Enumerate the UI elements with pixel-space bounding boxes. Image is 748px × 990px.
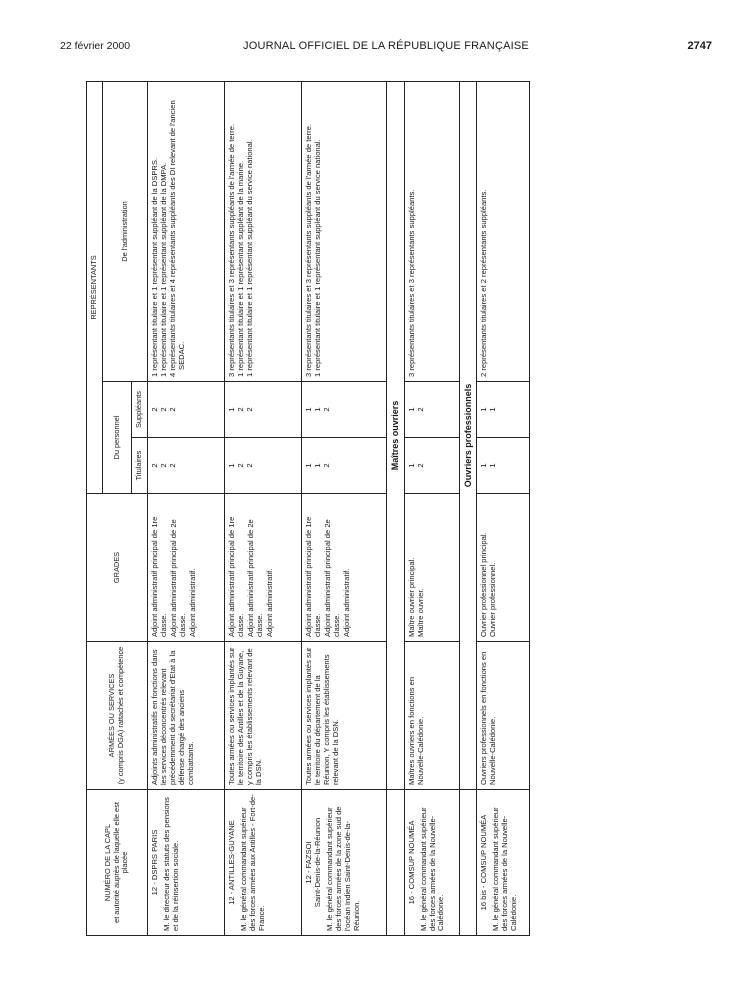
admin-line: 2 représentants titulaires et 2 représentants suppléants.	[479, 189, 489, 377]
suppleants-cell	[225, 382, 302, 438]
titulaires-value: 1	[227, 463, 236, 468]
administration-cell	[148, 81, 225, 381]
suppleants-value: 1	[227, 407, 236, 412]
administration-cell	[477, 81, 530, 381]
administration-cell	[404, 81, 459, 381]
capl-place: Saint-Denis-de-la-Réunion	[312, 817, 322, 908]
armees-cell: Toutes armées ou services implantés sur le territoire du département de la Réunion, Y compris les établissements relevant de la DSN.	[302, 642, 387, 790]
suppleants-value: 2	[235, 407, 245, 412]
grade-line: Adjoint administratif principal de 2e classe.	[245, 519, 264, 637]
titulaires-value: 2	[321, 463, 331, 468]
grade-line: Adjoint administratif principal de 2e classe.	[322, 519, 341, 637]
titulaires-cell	[477, 438, 530, 494]
capl-cell	[302, 790, 387, 936]
capl-table	[86, 81, 530, 936]
titulaires-value: 1	[479, 463, 489, 468]
titulaires-cell	[302, 438, 387, 494]
capl-authority: M. le général commandant supérieur des forces armées de la zone sud de l'océan Indien Saint-Denis-de-la-Réunion.	[324, 806, 361, 931]
titulaires-value: 1	[406, 463, 416, 468]
grade-line: Adjoint administratif.	[187, 568, 197, 637]
col-header-capl	[87, 790, 148, 936]
administration-cell	[225, 81, 302, 381]
rotated-content	[86, 82, 606, 936]
administration-cell	[302, 81, 387, 381]
suppleants-cell	[148, 382, 225, 438]
capl-authority: M. le général commandant supérieur des forces armées de la Nouvelle-Calédonie.	[418, 807, 446, 931]
header-row-1	[87, 81, 103, 935]
suppleants-value: 2	[158, 407, 168, 412]
titulaires-value: 2	[167, 463, 177, 468]
admin-line: 4 représentants titulaires et 4 représentants suppléants des DI relevant de l'ancien SEDAC.	[167, 100, 186, 377]
rotated-table-frame	[86, 82, 606, 936]
table-row	[302, 81, 387, 935]
grade-line: Ouvrier professionnel.	[488, 562, 498, 637]
admin-line: 1 représentant titulaire et 1 représentant suppléant de la marine.	[235, 160, 245, 377]
titulaires-value: 2	[235, 463, 245, 468]
journal-title: JOURNAL OFFICIEL DE LA RÉPUBLIQUE FRANÇAISE	[243, 40, 529, 52]
titulaires-value: 2	[244, 463, 254, 468]
titulaires-cell	[148, 438, 225, 494]
table-row	[477, 81, 530, 935]
col-header-grades: GRADES	[87, 494, 148, 642]
capl-number: 12 - FAZSOI	[304, 841, 313, 884]
suppleants-cell	[477, 382, 530, 438]
admin-line: 3 représentants titulaires et 3 représentants suppléants de l'armée de terre.	[304, 123, 313, 377]
col-header-titulaires: Titulaires	[132, 438, 148, 494]
col-header-capl-line1: NUMÉRO DE LA CAPL	[102, 823, 112, 902]
suppleants-value: 1	[304, 407, 313, 412]
section-spacer	[459, 790, 477, 936]
grade-line: Adjoint administratif principal de 2e classe.	[168, 519, 187, 637]
col-header-armees-line1: ARMÉES OU SERVICES	[107, 673, 117, 758]
admin-line: 3 représentants titulaires et 3 représentants suppléants.	[406, 189, 416, 377]
grade-line: Ouvrier professionnel principal.	[479, 532, 489, 637]
table-row	[404, 81, 459, 935]
table-row	[225, 81, 302, 935]
admin-line: 3 représentants titulaires et 3 représentants suppléants de l'armée de terre.	[227, 123, 236, 377]
capl-number: 16 bis - COMSUP NOUMÉA	[479, 814, 489, 911]
titulaires-cell	[404, 438, 459, 494]
armees-cell: Ouvriers professionnels en fonctions en Nouvelle-Calédonie.	[477, 642, 530, 790]
section-spacer	[387, 790, 405, 936]
section-row	[459, 81, 477, 935]
table-row	[148, 81, 225, 935]
grade-line: Maître ouvrier principal.	[406, 557, 416, 637]
suppleants-value: 2	[167, 407, 177, 412]
grades-cell	[477, 494, 530, 642]
armees-cell: Adjoints administratifs en fonctions dans les services déconcentrés relevant précédemment du secrétariat d'Etat à la défense chargé des anciens combattants.	[148, 642, 225, 790]
section-row	[387, 81, 405, 935]
col-header-armees	[87, 642, 148, 790]
capl-cell	[404, 790, 459, 936]
grade-line: Adjoint administratif.	[341, 568, 351, 637]
grade-line: Maître ouvrier.	[415, 588, 425, 637]
admin-line: 1 représentant titulaire et 1 représentant suppléant du service national.	[312, 139, 322, 377]
capl-cell	[148, 790, 225, 936]
section-title-maitres-ouvriers: Maîtres ouvriers	[387, 81, 405, 789]
titulaires-cell	[225, 438, 302, 494]
suppleants-value: 2	[415, 407, 425, 412]
armees-cell: Toutes armées ou services implantés sur le territoire des Antilles et de la Guyane, y compris les établissements relevant de la DSN.	[225, 642, 302, 790]
col-header-personnel: Du personnel	[102, 382, 132, 494]
grades-cell	[302, 494, 387, 642]
suppleants-value: 1	[312, 407, 322, 412]
col-header-representants: REPRÉSENTANTS	[87, 81, 103, 493]
col-header-suppleants: Suppléants	[132, 382, 148, 438]
suppleants-value: 1	[488, 407, 498, 412]
grade-line: Adjoint administratif.	[264, 568, 274, 637]
section-title-ouvriers-professionnels: Ouvriers professionnels	[459, 81, 477, 789]
page-number: 2747	[687, 40, 712, 52]
admin-line: 1 représentant titulaire et 1 représentant suppléant de la DSPRS.	[150, 157, 159, 377]
grades-cell	[404, 494, 459, 642]
armees-cell: Maîtres ouvriers en fonctions en Nouvelle-Calédonie.	[404, 642, 459, 790]
titulaires-value: 1	[312, 463, 322, 468]
suppleants-value: 2	[244, 407, 254, 412]
titulaires-value: 2	[150, 463, 159, 468]
page-header	[60, 40, 712, 56]
capl-number: 12 - DSPRS PARIS	[150, 829, 159, 896]
capl-cell	[477, 790, 530, 936]
titulaires-value: 2	[415, 463, 425, 468]
col-header-administration: De l'administration	[102, 81, 147, 381]
titulaires-value: 1	[488, 463, 498, 468]
publication-date: 22 février 2000	[60, 40, 131, 52]
grade-line: Adjoint administratif principal de 1re classe.	[150, 516, 168, 637]
col-header-capl-line2: et autorité auprès de laquelle elle est placée	[111, 802, 130, 923]
admin-line: 1 représentant titulaire et 1 représentant suppléant du service national.	[244, 139, 254, 377]
col-header-armees-line2: (y compris DGA) rattachés et compétence	[116, 646, 125, 785]
capl-number: 16 - COMSUP NOUMÉA	[406, 820, 416, 905]
grades-cell	[148, 494, 225, 642]
grades-cell	[225, 494, 302, 642]
suppleants-value: 2	[150, 407, 159, 412]
admin-line: 1 représentant titulaire et 1 représentant suppléant de la DMPA.	[158, 162, 168, 377]
titulaires-value: 1	[304, 463, 313, 468]
suppleants-value: 1	[479, 407, 489, 412]
suppleants-cell	[404, 382, 459, 438]
capl-authority: M. le général commandant supérieur des forces armées aux Antilles - Fort-de-France.	[238, 794, 266, 931]
capl-number: 12 - ANTILLES-GUYANE	[227, 820, 236, 905]
capl-authority: M. le général commandant supérieur des forces armées de la Nouvelle-Calédonie.	[491, 807, 519, 931]
suppleants-cell	[302, 382, 387, 438]
suppleants-value: 1	[406, 407, 416, 412]
suppleants-value: 2	[321, 407, 331, 412]
grade-line: Adjoint administratif principal de 1re classe.	[227, 516, 245, 637]
capl-cell	[225, 790, 302, 936]
capl-authority: M. le directeur des statuts des pensions et de la réinsertion sociale.	[161, 797, 180, 931]
grade-line: Adjoint administratif principal de 1re classe.	[304, 516, 322, 637]
titulaires-value: 2	[158, 463, 168, 468]
